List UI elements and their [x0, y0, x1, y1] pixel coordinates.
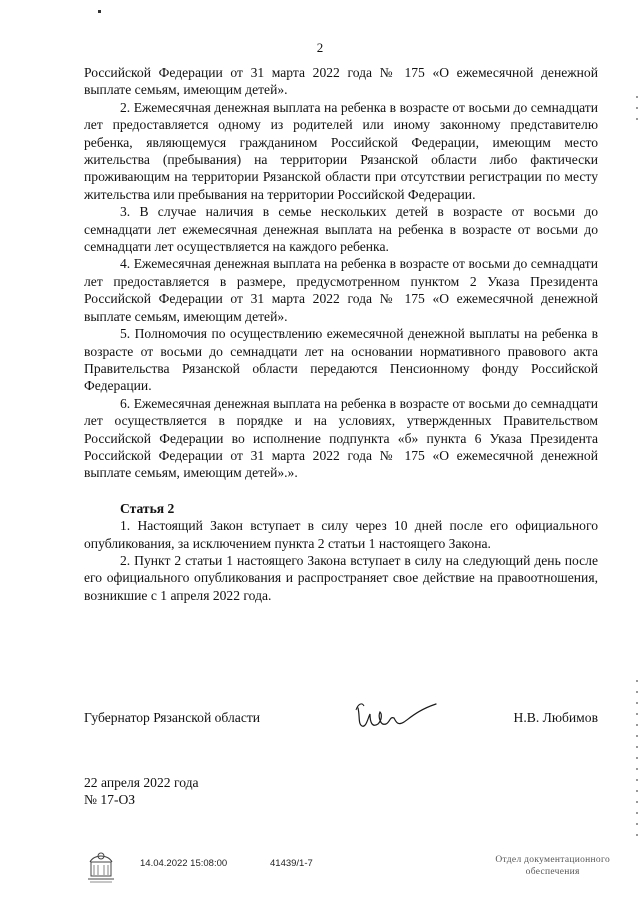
- scan-edge-ticks-top: [636, 96, 638, 129]
- footer-registration-number: 41439/1-7: [270, 858, 313, 869]
- scan-mark: [98, 10, 101, 13]
- paragraph-item-3: 3. В случае наличия в семье нескольких детей в возрасте от восьми до семнадцати лет ежемесячная денежная выплата на ребенка в возрасте от восьми до семнадцати лет осуществляется на каждого ребенка.: [84, 204, 598, 255]
- stamp-line-1: Отдел документационного: [495, 855, 610, 865]
- enactment-date: 22 апреля 2022 года: [84, 775, 199, 790]
- scan-edge-ticks-bottom: [636, 680, 638, 845]
- handwritten-signature: [352, 698, 444, 738]
- enactment-block: [84, 774, 199, 809]
- coat-of-arms-icon: [84, 848, 118, 884]
- article-2-paragraph-2: 2. Пункт 2 статьи 1 настоящего Закона вступает в силу на следующий день после его официального опубликования и распространяет свое действие на правоотношения, возникшие с 1 апреля 2022 года.: [84, 552, 598, 603]
- paragraph-item-5: 5. Полномочия по осуществлению ежемесячной денежной выплаты на ребенка в возрасте от восьми до семнадцати лет на основании нормативного правового акта Правительства Рязанской области передаются Пенсионному фонду Российской Федерации.: [84, 326, 598, 394]
- signatory-name: Н.В. Любимов: [513, 710, 598, 725]
- stamp-line-2: обеспечения: [525, 867, 580, 877]
- enactment-number: № 17-ОЗ: [84, 792, 136, 808]
- document-footer: [84, 850, 610, 890]
- paragraph-item-4: 4. Ежемесячная денежная выплата на ребенка в возрасте от восьми до семнадцати лет предоставляется в размере, предусмотренном пунктом 2 Указа Президента Российской Федерации от 31 марта 2022 года № 175 «О ежемесячной денежной выплате семьям, имеющим детей».: [84, 256, 598, 324]
- footer-timestamp: 14.04.2022 15:08:00: [140, 858, 228, 869]
- article-2-heading: Статья 2: [120, 500, 175, 516]
- signatory-title: Губернатор Рязанской области: [84, 710, 261, 725]
- page-number: 2: [316, 40, 324, 55]
- department-stamp: [495, 854, 610, 878]
- signature-block: [84, 706, 598, 746]
- paragraph-item-6: 6. Ежемесячная денежная выплата на ребенка в возрасте от восьми до семнадцати лет осуществляется в порядке и на условиях, утвержденных Правительством Российской Федерации во исполнение подпункта «б» пункта 6 Указа Президента Российской Федерации от 31 марта 2022 года № 175 «О ежемесячной денежной выплате семьям, имеющим детей».».: [84, 395, 598, 481]
- paragraph-continuation: Российской Федерации от 31 марта 2022 года № 175 «О ежемесячной денежной выплате семьям, имеющим детей».: [84, 65, 598, 98]
- document-body: [84, 64, 598, 604]
- paragraph-item-2: 2. Ежемесячная денежная выплата на ребенка в возрасте от восьми до семнадцати лет предоставляется одному из родителей или иному законному представителю ребенка, являющемуся гражданином Российской Федерации, имеющим место жительства (пребывания) на территории Рязанской области либо фактически проживающим на территории Рязанской области при отсутствии регистрации по месту жительства или пребывания на территории Российской Федерации.: [84, 99, 598, 202]
- article-2-paragraph-1: 1. Настоящий Закон вступает в силу через 10 дней после его официального опубликования, за исключением пункта 2 статьи 1 настоящего Закона.: [84, 518, 598, 551]
